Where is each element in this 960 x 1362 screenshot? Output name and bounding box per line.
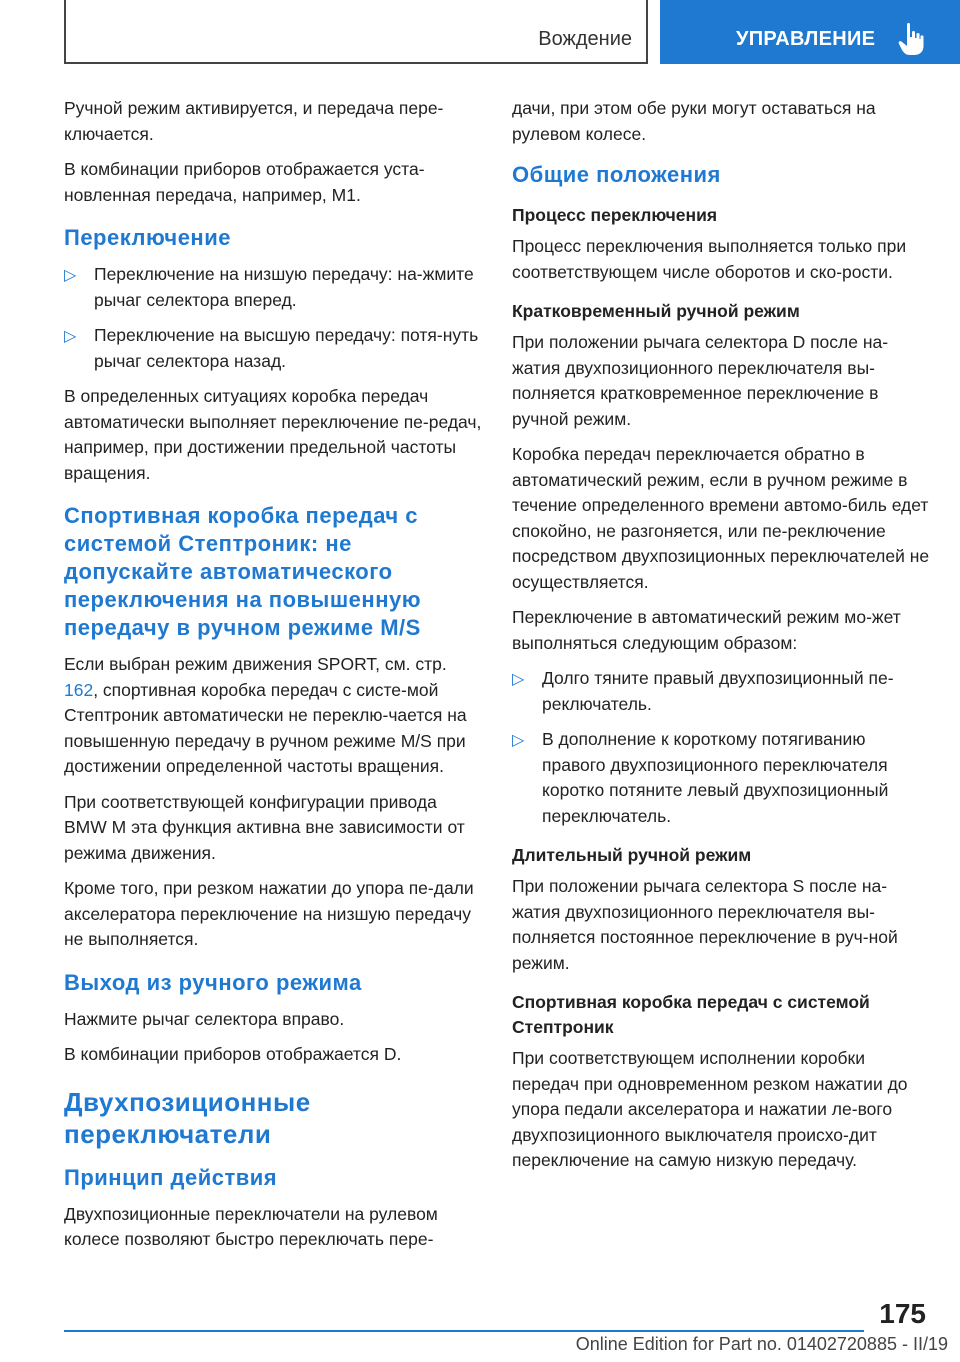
- page-number: 175: [879, 1298, 926, 1329]
- chapter-heading-paddles: Двухпозиционные переключатели: [64, 1086, 311, 1149]
- footer-edition: Online Edition for Part no. 01402720885 - II/19: [575, 1334, 948, 1354]
- subheading-permanent-manual: Длительный ручной режим: [512, 845, 752, 865]
- paragraph: Переключение в автоматический режим мо-жет выполняться следующим образом:: [512, 607, 901, 653]
- subheading-sport-steptronic: Спортивная коробка передач с системой Стептроник: [512, 992, 870, 1037]
- section-heading-sport: Спортивная коробка передач с системой Стептроник: не допускайте автоматического переключения на повышенную передачу в ручном режиме M/S: [64, 503, 422, 640]
- paragraph: При соответствующей конфигурации привода BMW M эта функция активна вне зависимости от режима движения.: [64, 791, 465, 863]
- header-chapter-tab: [660, 0, 960, 64]
- paragraph: Коробка передач переключается обратно в автоматический режим, если в ручном режиме в течение определенного времени автомо-биль едет спокойно, не разгоняется, или пе-реключение посредством двухпозиционных переключателей не осуществляется.: [512, 444, 930, 592]
- paragraph: В комбинации приборов отображается D.: [64, 1044, 402, 1064]
- paragraph: Кроме того, при резком нажатии до упора пе-дали акселератора переключение на низшую передачу не выполняется.: [64, 878, 474, 949]
- bullet-triangle-icon: ▷: [512, 671, 525, 688]
- paragraph: Двухпозиционные переключатели на рулевом колесе позволяют быстро переключать пере-: [64, 1203, 438, 1249]
- paragraph: При положении рычага селектора D после на-жатия двухпозиционного переключателя вы-полняется кратковременное переключение в ручной режим.: [512, 332, 889, 429]
- page-reference-link[interactable]: 162: [64, 679, 94, 700]
- header-section-tab: [64, 0, 648, 64]
- paragraph: Нажмите рычаг селектора вправо.: [64, 1008, 345, 1029]
- shift-list: [64, 262, 482, 374]
- header-section-title: Вождение: [538, 28, 632, 50]
- paragraph: В комбинации приборов отображается уста-новленная передача, например, M1.: [64, 159, 425, 205]
- header-chapter-title: УПРАВЛЕНИЕ: [736, 28, 876, 50]
- auto-return-list: [512, 666, 932, 829]
- section-heading-exit-manual: Выход из ручного режима: [64, 969, 362, 995]
- subheading-temporary-manual: Кратковременный ручной режим: [512, 301, 800, 321]
- subheading-process: Процесс переключения: [512, 205, 718, 225]
- section-heading-general: Общие положения: [512, 162, 721, 187]
- bullet-triangle-icon: ▷: [512, 732, 525, 749]
- paragraph: дачи, при этом обе руки могут оставаться на рулевом колесе.: [512, 98, 876, 144]
- paragraph: При положении рычага селектора S после на-жатия двухпозиционного переключателя вы-полняется постоянное переключение в руч-ной режим.: [512, 876, 898, 973]
- section-heading-shifting: Переключение: [64, 225, 231, 250]
- left-column: [64, 96, 482, 1263]
- hand-pointer-icon: [898, 22, 924, 56]
- list-item: ▷ Долго тяните правый двухпозиционный пе-реключатель.: [512, 668, 894, 714]
- footer-divider: [64, 1330, 864, 1332]
- paragraph-sport-mode: Если выбран режим движения SPORT, см. стр. 162, спортивная коробка передач с систе-мой Стептроник автоматически не переклю-чается на повышенную передачу в ручном режиме M/S при достижении определенной частоты вращения.: [64, 654, 467, 776]
- section-heading-principle: Принцип действия: [64, 1164, 278, 1190]
- list-item: ▷ В дополнение к короткому потягиванию правого двухпозиционного переключателя коротко потяните левый двухпозиционный переключатель.: [512, 729, 889, 826]
- paragraph: В определенных ситуациях коробка передач автоматически выполняет переключение пе-редач, например, при достижении предельной частоты вращения.: [64, 386, 482, 483]
- right-column: [512, 96, 932, 1184]
- paragraph: При соответствующем исполнении коробки передач при одновременном резком нажатии до упора педали акселератора и нажатии ле-вого двухпозиционного выключателя происхо-дит переключение на самую низкую передачу.: [512, 1048, 908, 1170]
- paragraph: Процесс переключения выполняется только при соответствующем числе оборотов и ско-рости.: [512, 236, 907, 282]
- paragraph: Ручной режим активируется, и передача пере-ключается.: [64, 98, 444, 144]
- list-item: ▷ Переключение на низшую передачу: на-жмите рычаг селектора вперед.: [64, 264, 474, 310]
- bullet-triangle-icon: ▷: [64, 328, 77, 345]
- bullet-triangle-icon: ▷: [64, 267, 77, 284]
- list-item: ▷ Переключение на высшую передачу: потя-нуть рычаг селектора назад.: [64, 325, 479, 371]
